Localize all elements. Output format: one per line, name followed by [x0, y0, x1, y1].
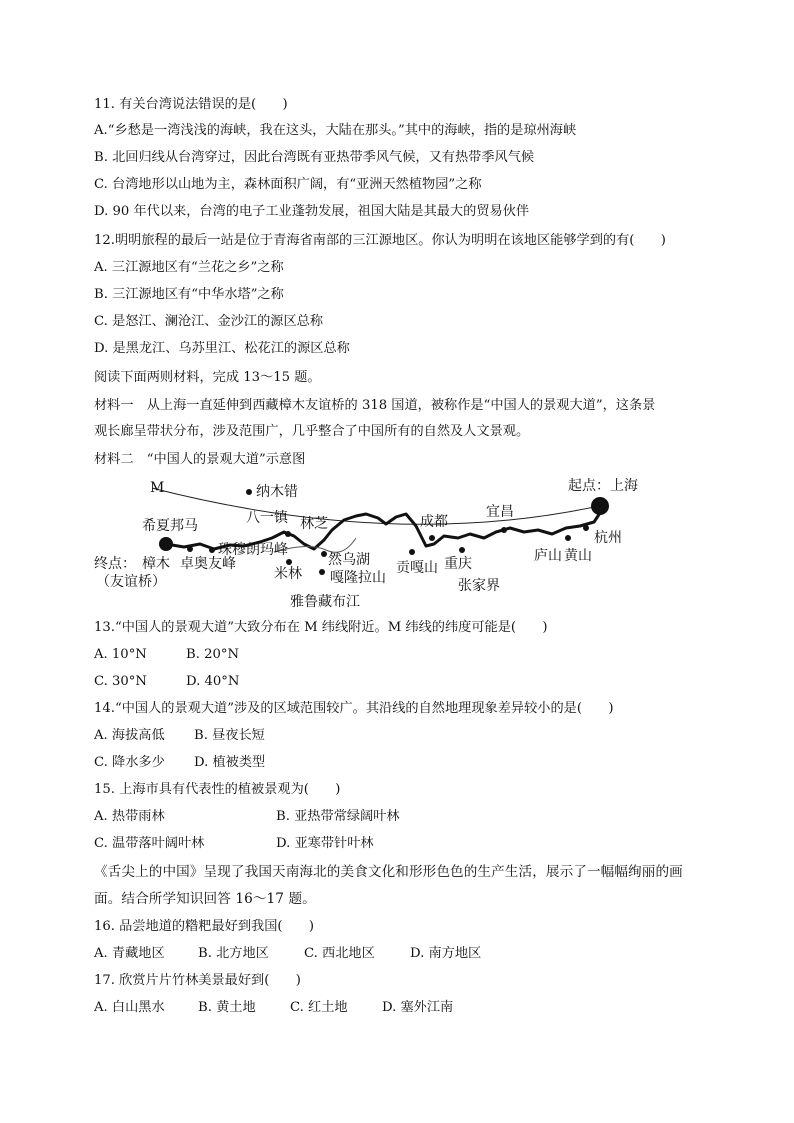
q12-option-a: A. 三江源地区有“兰花之乡”之称 — [94, 260, 284, 275]
map-yarlung-label: 雅鲁藏布江 — [290, 594, 360, 610]
namucuo-point — [246, 489, 252, 495]
q14-option-c: C. 降水多少 — [94, 755, 165, 770]
bayi-point — [285, 531, 291, 537]
q13-option-a: A. 10°N — [94, 647, 147, 662]
material-one-line1: 材料一 从上海一直延伸到西藏樟木友谊桥的 318 国道，被称作是“中国人的景观大道”，这条景 — [94, 398, 656, 413]
q12-option-b: B. 三江源地区有“中华水塔”之称 — [94, 287, 284, 302]
map-lushan-label: 庐山 — [534, 548, 562, 564]
shanghai-startpoint — [591, 497, 609, 515]
zhumulangma-point — [209, 547, 215, 553]
q17-option-c: C. 红土地 — [290, 1000, 348, 1015]
q13-option-b: B. 20°N — [186, 647, 239, 662]
milin-point — [286, 559, 292, 565]
chongqing-point — [459, 547, 465, 553]
q11-stem: 11. 有关台湾说法错误的是( ) — [94, 97, 288, 112]
map-namucuo-label: 纳木错 — [256, 484, 298, 500]
lushan-point — [565, 535, 571, 541]
map-start-label: 起点：上海 — [568, 478, 638, 494]
q11-option-d: D. 90 年代以来，台湾的电子工业蓬勃发展，祖国大陆是其最大的贸易伙伴 — [94, 204, 530, 219]
q14-option-d: D. 植被类型 — [194, 755, 266, 770]
q17-option-b: B. 黄土地 — [198, 1000, 256, 1015]
q11-option-b: B. 北回归线从台湾穿过，因此台湾既有亚热带季风气候，又有热带季风气候 — [94, 150, 535, 165]
q15-stem: 15. 上海市具有代表性的植被景观为( ) — [94, 782, 341, 797]
q16-option-c: C. 西北地区 — [304, 946, 375, 961]
map-chongqing-label: 重庆 — [444, 556, 472, 572]
map-youyiqiao-label: （友谊桥） — [96, 574, 166, 590]
map-zhangmu-label: 樟木 — [142, 556, 170, 572]
q16-stem: 16. 品尝地道的糌粑最好到我国( ) — [94, 919, 315, 934]
material-two-title: 材料二 “中国人的景观大道”示意图 — [94, 452, 306, 467]
map-gongga-label: 贡嘎山 — [396, 560, 438, 576]
yichang-point — [501, 527, 507, 533]
map-hangzhou-label: 杭州 — [594, 530, 622, 546]
q13-stem: 13.“中国人的景观大道”大致分布在 M 纬线附近。M 纬线的纬度可能是( ) — [94, 620, 548, 635]
galongla-point — [319, 569, 325, 575]
huangshan-point — [583, 525, 589, 531]
ranwuhu-point — [321, 551, 327, 557]
q12-stem: 12.明明旅程的最后一站是位于青海省南部的三江源地区。你认为明明在该地区能够学到的有( ) — [94, 233, 666, 248]
q14-option-b: B. 昼夜长短 — [194, 728, 265, 743]
m-latitude-line — [152, 488, 599, 524]
q17-stem: 17. 欣赏片片竹林美景最好到( ) — [94, 973, 301, 988]
q14-option-a: A. 海拔高低 — [94, 728, 165, 743]
map-end-label: 终点： — [94, 556, 136, 572]
q11-option-a: A.“乡愁是一湾浅浅的海峡，我在这头，大陆在那头。”其中的海峡，指的是琼州海峡 — [94, 123, 577, 138]
map-zhuoaoyou-label: 卓奥友峰 — [180, 556, 236, 572]
map-milin-label: 米林 — [274, 566, 302, 582]
route-map — [94, 472, 674, 612]
q13-option-d: D. 40°N — [186, 674, 240, 689]
map-chengdu-label: 成都 — [420, 514, 448, 530]
q16-option-a: A. 青藏地区 — [94, 946, 165, 961]
q16-option-d: D. 南方地区 — [410, 946, 482, 961]
map-m-label: M — [150, 480, 165, 496]
q15-option-a: A. 热带雨林 — [94, 809, 165, 824]
map-ranwuhu-label: 然乌湖 — [328, 552, 370, 568]
shejian-intro-line1: 《舌尖上的中国》呈现了我国天南海北的美食文化和形形色色的生产生活，展示了一幅幅绚丽的画 — [94, 864, 683, 880]
q13-option-c: C. 30°N — [94, 674, 147, 689]
map-xixiabangma-label: 希夏邦马 — [142, 518, 198, 534]
q12-option-c: C. 是怒江、澜沧江、金沙江的源区总称 — [94, 314, 324, 329]
map-huangshan-label: 黄山 — [564, 548, 592, 564]
map-yichang-label: 宜昌 — [486, 504, 514, 520]
q12-option-d: D. 是黑龙江、乌苏里江、松花江的源区总称 — [94, 341, 350, 356]
q14-stem: 14.“中国人的景观大道”涉及的区域范围较广。其沿线的自然地理现象差异较小的是( ) — [94, 701, 614, 716]
q17-option-d: D. 塞外江南 — [382, 1000, 454, 1015]
zhangmu-endpoint — [159, 537, 173, 551]
gongga-point — [409, 549, 415, 555]
map-bayi-label: 八一镇 — [246, 510, 288, 526]
material-one-line2: 观长廊呈带状分布，涉及范围广，几乎整合了中国所有的自然及人文景观。 — [94, 424, 530, 439]
chengdu-point — [429, 535, 435, 541]
map-zhangjiajie-label: 张家界 — [458, 578, 500, 594]
shejian-intro-line2: 面。结合所学知识回答 16～17 题。 — [94, 891, 316, 907]
q16-option-b: B. 北方地区 — [198, 946, 269, 961]
map-linzhi-label: 林芝 — [300, 516, 328, 532]
map-zhumulangma-label: 珠穆朗玛峰 — [218, 542, 288, 558]
q15-option-c: C. 温带落叶阔叶林 — [94, 836, 205, 851]
q15-option-d: D. 亚寒带针叶林 — [276, 836, 374, 851]
q11-option-c: C. 台湾地形以山地为主，森林面积广阔，有“亚洲天然植物园”之称 — [94, 177, 482, 192]
reading-intro: 阅读下面两则材料，完成 13～15 题。 — [94, 370, 321, 385]
zhuoaoyou-point — [187, 546, 193, 552]
map-galongla-label: 嘎隆拉山 — [330, 570, 386, 586]
q17-option-a: A. 白山黑水 — [94, 1000, 165, 1015]
q15-option-b: B. 亚热带常绿阔叶林 — [276, 809, 400, 824]
